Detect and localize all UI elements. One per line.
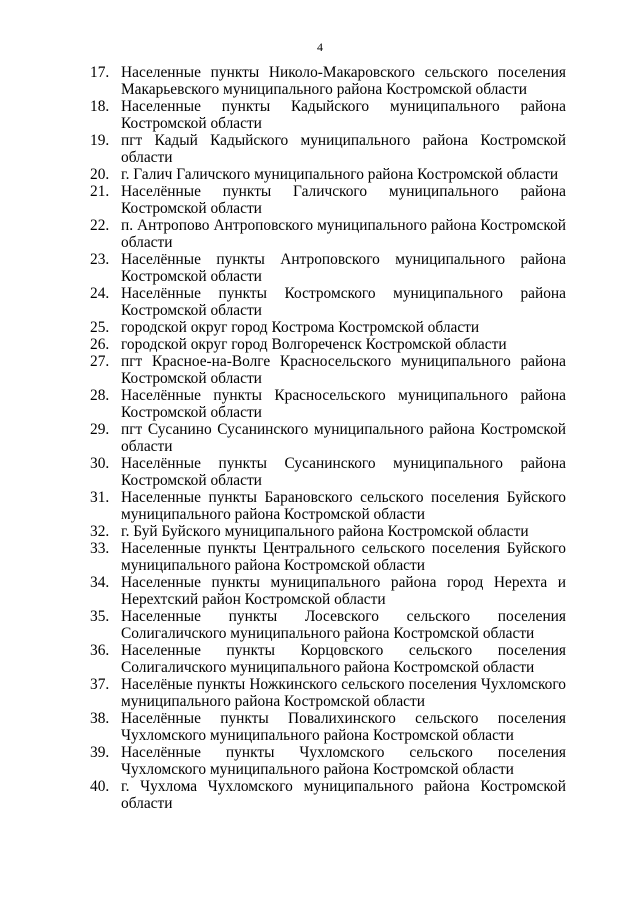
list-item-number: 18. — [90, 98, 110, 115]
list-item-number: 35. — [90, 608, 110, 625]
list-item-number: 19. — [90, 132, 110, 149]
list-item-number: 31. — [90, 489, 110, 506]
list-item-number: 25. — [90, 319, 110, 336]
list-item-number: 39. — [90, 744, 110, 761]
list-item-text: Населенные пункты Центрального сельского поселения Буйского муниципального района Костромской области — [121, 540, 566, 574]
list-item — [90, 166, 566, 183]
list-item-text: пгт Кадый Кадыйского муниципального района Костромской области — [121, 132, 566, 166]
page-number: 4 — [317, 40, 323, 54]
list-item-text: пгт Красное-на-Волге Красносельского муниципального района Костромской области — [121, 353, 566, 387]
list-item-number: 20. — [90, 166, 110, 183]
list-item — [90, 319, 566, 336]
list-item — [90, 744, 566, 778]
list-item-text: Населённые пункты Костромского муниципального района Костромской области — [121, 285, 566, 319]
list-item-number: 34. — [90, 574, 110, 591]
list-item-text: Населённые пункты Сусанинского муниципального района Костромской области — [121, 455, 566, 489]
list-item — [90, 778, 566, 812]
list-item-text: Населенные пункты Кадыйского муниципального района Костромской области — [121, 98, 566, 132]
list-item-text: г. Буй Буйского муниципального района Костромской области — [121, 523, 529, 540]
list-item-text: городской округ город Волгореченск Костромской области — [121, 336, 507, 353]
list-item — [90, 540, 566, 574]
list-item-number: 28. — [90, 387, 110, 404]
list-item — [90, 523, 566, 540]
list-item-text: Населенные пункты Николо-Макаровского сельского поселения Макарьевского муниципального района Костромской области — [121, 64, 566, 98]
list-item — [90, 608, 566, 642]
list-item-text: г. Чухлома Чухломского муниципального района Костромской области — [121, 778, 566, 812]
list-item — [90, 387, 566, 421]
list-item-text: Населённые пункты Чухломского сельского поселения Чухломского муниципального района Костромской области — [121, 744, 566, 778]
list-item-number: 17. — [90, 64, 110, 81]
list-item — [90, 183, 566, 217]
list-item — [90, 285, 566, 319]
list-item-number: 26. — [90, 336, 110, 353]
list-item — [90, 217, 566, 251]
list-item — [90, 64, 566, 98]
list-item-number: 21. — [90, 183, 110, 200]
list-item-number: 27. — [90, 353, 110, 370]
list-item — [90, 676, 566, 710]
list-item — [90, 421, 566, 455]
list-item-text: Населённые пункты Галичского муниципального района Костромской области — [121, 183, 566, 217]
list-item-text: Населёные пункты Ножкинского сельского поселения Чухломского муниципального района Костромской области — [121, 676, 566, 710]
list-item-number: 37. — [90, 676, 110, 693]
list-item — [90, 251, 566, 285]
list-item — [90, 574, 566, 608]
list-item — [90, 642, 566, 676]
list-item-text: Населенные пункты Лосевского сельского поселения Солигаличского муниципального района Костромской области — [121, 608, 566, 642]
list-item-number: 40. — [90, 778, 110, 795]
list-item-number: 22. — [90, 217, 110, 234]
settlement-list — [90, 64, 566, 812]
list-item-text: Населенные пункты Барановского сельского поселения Буйского муниципального района Костромской области — [121, 489, 566, 523]
list-item — [90, 710, 566, 744]
list-item — [90, 336, 566, 353]
list-item-text: Населённые пункты Повалихинского сельского поселения Чухломского муниципального района Костромской области — [121, 710, 566, 744]
list-item — [90, 455, 566, 489]
list-item-text: Населённые пункты Красносельского муниципального района Костромской области — [121, 387, 566, 421]
list-item-number: 30. — [90, 455, 110, 472]
list-item-text: Населённые пункты Антроповского муниципального района Костромской области — [121, 251, 566, 285]
list-item-number: 29. — [90, 421, 110, 438]
list-item-number: 23. — [90, 251, 110, 268]
list-item-text: Населенные пункты муниципального района город Нерехта и Нерехтский район Костромской области — [121, 574, 566, 608]
list-item-number: 24. — [90, 285, 110, 302]
list-item-text: Населенные пункты Корцовского сельского поселения Солигаличского муниципального района Костромской области — [121, 642, 566, 676]
list-item-number: 32. — [90, 523, 110, 540]
list-item-text: п. Антропово Антроповского муниципального района Костромской области — [121, 217, 566, 251]
list-item — [90, 353, 566, 387]
list-item-text: г. Галич Галичского муниципального района Костромской области — [121, 166, 559, 183]
list-item — [90, 489, 566, 523]
list-item — [90, 98, 566, 132]
list-item-number: 36. — [90, 642, 110, 659]
list-item-number: 38. — [90, 710, 110, 727]
list-item-text: пгт Сусанино Сусанинского муниципального района Костромской области — [121, 421, 566, 455]
list-item-text: городской округ город Кострома Костромской области — [121, 319, 480, 336]
list-item-number: 33. — [90, 540, 110, 557]
list-item — [90, 132, 566, 166]
